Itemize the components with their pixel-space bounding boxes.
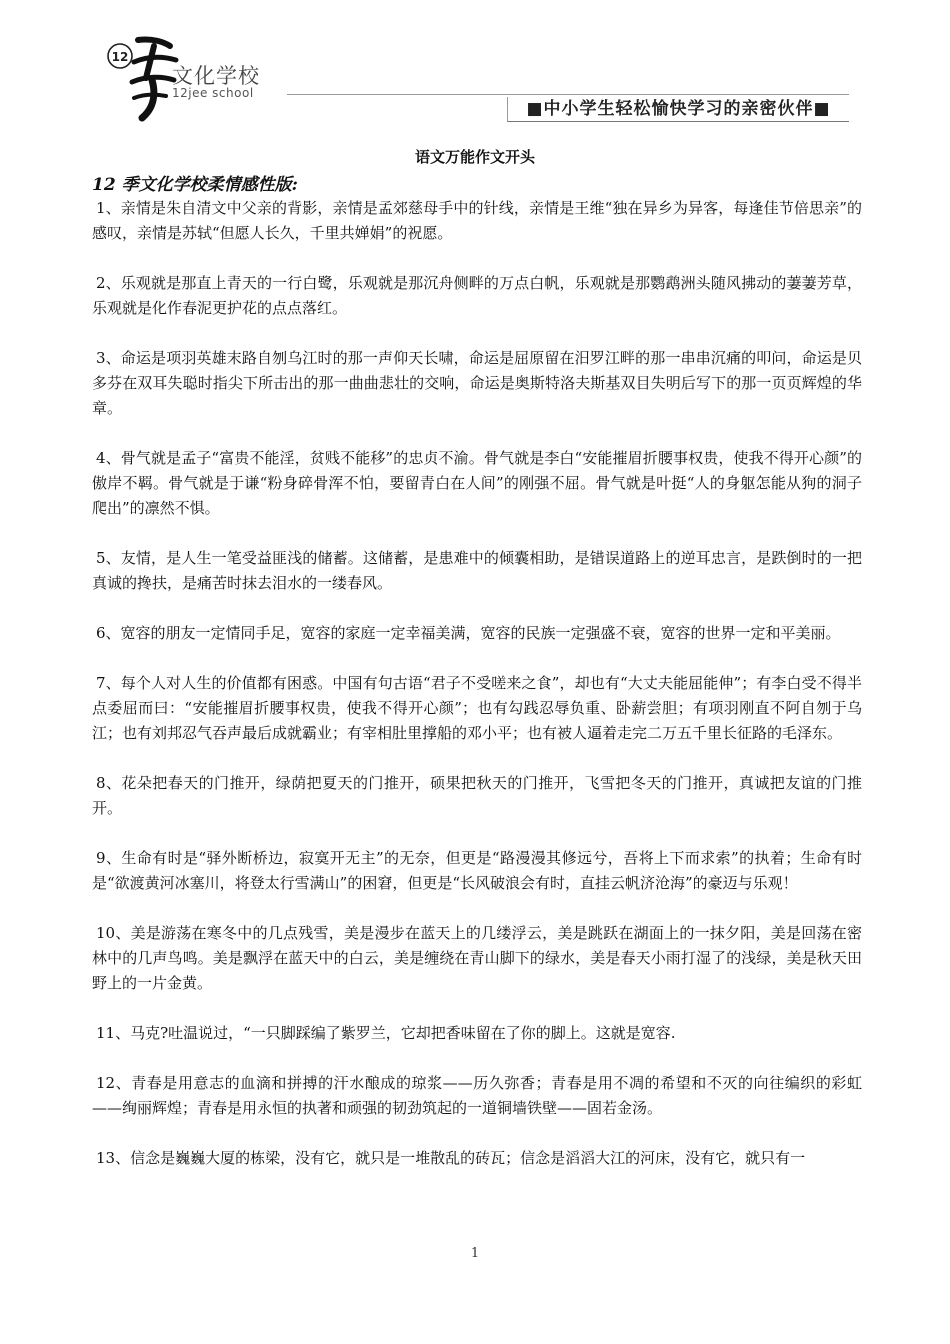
page-number: 1 (470, 1246, 480, 1261)
logo-mark-number: 12 (111, 50, 129, 64)
paragraph: 4、骨气就是孟子“富贵不能淫，贫贱不能移”的忠贞不渝。骨气就是李白“安能摧眉折腰事权贵，使我不得开心颜”的傲岸不羁。骨气就是于谦“粉身碎骨浑不怕，要留青白在人间”的刚强不屈。骨气就是叶挺“人的身躯怎能从狗的洞子爬出”的凛然不惧。 (92, 449, 862, 517)
section-heading: 12 季文化学校柔情感性版: (92, 175, 298, 195)
header-tagline: ■中小学生轻松愉快学习的亲密伙伴■ (507, 97, 849, 122)
paragraph: 9、生命有时是“驿外断桥边，寂寞开无主”的无奈，但更是“路漫漫其修远兮，吾将上下而求索”的执着；生命有时是“欲渡黄河冰塞川，将登太行雪满山”的困窘，但更是“长风破浪会有时，直挂云帆济沧海”的豪迈与乐观！ (92, 849, 862, 892)
paragraph: 5、友情，是人生一笔受益匪浅的储蓄。这储蓄，是患难中的倾囊相助，是错误道路上的逆耳忠言，是跌倒时的一把真诚的搀扶，是痛苦时抹去泪水的一缕春风。 (92, 549, 862, 592)
page-header (0, 0, 950, 130)
paragraph: 2、乐观就是那直上青天的一行白鹭，乐观就是那沉舟侧畔的万点白帆，乐观就是那鹦鹉洲头随风拂动的萋萋芳草，乐观就是化作春泥更护花的点点落红。 (92, 274, 862, 317)
paragraph: 6、宽容的朋友一定情同手足，宽容的家庭一定幸福美满，宽容的民族一定强盛不衰，宽容的世界一定和平美丽。 (96, 624, 841, 642)
school-name: 文化学校 (172, 64, 260, 88)
paragraph: 10、美是游荡在寒冬中的几点残雪，美是漫步在蓝天上的几缕浮云，美是跳跃在湖面上的一抹夕阳，美是回荡在密林中的几声鸟鸣。美是飘浮在蓝天中的白云，美是缠绕在青山脚下的绿水，美是春天小雨打湿了的浅绿，美是秋天田野上的一片金黄。 (92, 924, 862, 992)
header-divider (287, 94, 849, 95)
paragraph: 11、马克?吐温说过，“一只脚踩编了紫罗兰，它却把香味留在了你的脚上。这就是宽容. (96, 1024, 676, 1042)
paragraph: 3、命运是项羽英雄末路自刎乌江时的那一声仰天长啸，命运是屈原留在汨罗江畔的那一串串沉痛的叩问，命运是贝多芬在双耳失聪时指尖下所击出的那一曲曲悲壮的交响，命运是奥斯特洛夫斯基双目失明后写下的那一页页辉煌的华章。 (92, 349, 862, 417)
paragraph: 8、花朵把春天的门推开，绿荫把夏天的门推开，硕果把秋天的门推开，飞雪把冬天的门推开，真诚把友谊的门推开。 (92, 774, 862, 817)
paragraph: 13、信念是巍巍大厦的栋梁，没有它，就只是一堆散乱的砖瓦；信念是滔滔大江的河床，没有它，就只有一 (96, 1149, 806, 1167)
paragraph: 1、亲情是朱自清文中父亲的背影，亲情是孟郊慈母手中的针线，亲情是王维“独在异乡为异客，每逢佳节倍思亲”的感叹，亲情是苏轼“但愿人长久，千里共婵娟”的祝愿。 (92, 199, 862, 242)
document-body (92, 196, 862, 1196)
paragraph: 12、青春是用意志的血滴和拼搏的汗水酿成的琼浆——历久弥香；青春是用不凋的希望和不灭的向往编织的彩虹——绚丽辉煌；青春是用永恒的执著和顽强的韧劲筑起的一道铜墙铁壁——固若金汤。 (92, 1074, 862, 1117)
document-title: 语文万能作文开头 (414, 148, 535, 166)
paragraph: 7、每个人对人生的价值都有困惑。中国有句古语“君子不受嗟来之食”，却也有“大丈夫能屈能伸”；有李白受不得半点委屈而曰：“安能摧眉折腰事权贵，使我不得开心颜”；也有勾践忍辱负重、卧薪尝胆；有项羽刚直不阿自刎于乌江；也有刘邦忍气吞声最后成就霸业；有宰相肚里撑船的邓小平；也有被人逼着走完二万五千里长征路的毛泽东。 (92, 674, 862, 742)
school-subtitle: 12jee school (172, 86, 254, 100)
